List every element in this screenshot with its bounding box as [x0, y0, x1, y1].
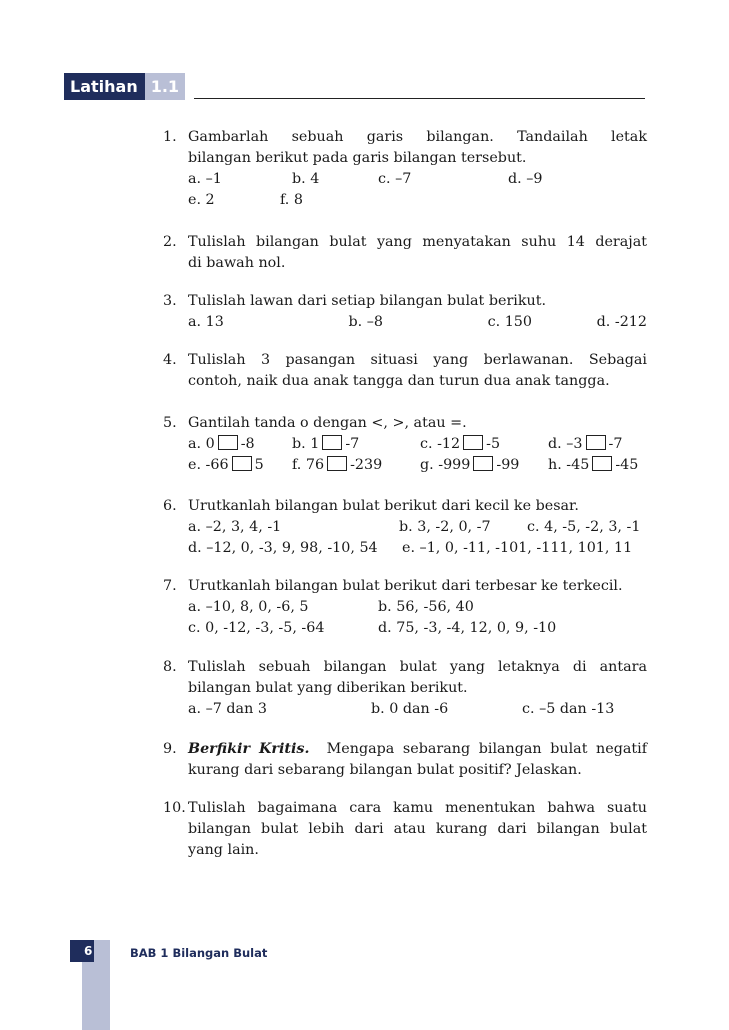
question-6	[163, 496, 647, 559]
question-text: kurang dari sebarang bilangan bulat positif? Jelaskan.	[188, 762, 582, 778]
options-row	[188, 618, 647, 639]
option: d. –9	[508, 171, 543, 187]
question-4	[163, 350, 647, 392]
right-value: -7	[608, 436, 623, 452]
options-row	[188, 169, 647, 190]
exercise-number: 1.1	[145, 73, 185, 100]
option: a. –10, 8, 0, -6, 5	[188, 599, 309, 615]
answer-box[interactable]	[327, 456, 347, 471]
question-2	[163, 232, 647, 274]
question-number: 4.	[163, 352, 177, 368]
answer-box[interactable]	[473, 456, 493, 471]
question-text: contoh, naik dua anak tangga dan turun dua anak tangga.	[188, 373, 610, 389]
question-text: Urutkanlah bilangan bulat berikut dari terbesar ke terkecil.	[188, 578, 623, 594]
question-number: 1.	[163, 129, 177, 145]
option: b. –8	[348, 314, 383, 330]
page-number: 6	[84, 944, 93, 958]
option: c. –5 dan -13	[522, 701, 615, 717]
question-text: Tulislah bagaimana cara kamu menentukan bahwa suatu	[188, 800, 647, 816]
answer-box[interactable]	[586, 435, 606, 450]
options-row	[188, 190, 647, 211]
option: b. 0 dan -6	[371, 701, 449, 717]
question-text: yang lain.	[188, 842, 259, 858]
answer-box[interactable]	[232, 456, 252, 471]
option: f. 8	[280, 192, 303, 208]
option: c. 0, -12, -3, -5, -64	[188, 620, 325, 636]
option: e. 2	[188, 192, 215, 208]
left-value: h. -45	[548, 457, 590, 473]
option: d. –12, 0, -3, 9, 98, -10, 54	[188, 540, 378, 556]
right-value: -7	[345, 436, 360, 452]
option: c. 150	[487, 314, 532, 330]
question-text: Tulislah bilangan bulat yang menyatakan suhu 14 derajat	[188, 234, 647, 250]
question-text: Tulislah sebuah bilangan bulat yang letaknya di antara	[188, 659, 647, 675]
left-value: c. -12	[420, 436, 461, 452]
answer-box[interactable]	[592, 456, 612, 471]
question-7	[163, 576, 647, 639]
header-rule	[194, 98, 645, 99]
left-value: e. -66	[188, 457, 229, 473]
right-value: 5	[254, 457, 264, 473]
exercise-label: Latihan	[64, 73, 145, 100]
option: a. 13	[188, 314, 224, 330]
option: b. 3, -2, 0, -7	[399, 519, 491, 535]
chapter-title: BAB 1 Bilangan Bulat	[130, 946, 268, 960]
options-row	[188, 538, 647, 559]
options-row	[188, 517, 647, 538]
options-row	[188, 699, 647, 720]
question-1	[163, 127, 647, 211]
question-number: 7.	[163, 578, 177, 594]
left-value: a. 0	[188, 436, 215, 452]
question-number: 8.	[163, 659, 177, 675]
option: c. 4, -5, -2, 3, -1	[527, 519, 641, 535]
option: a. –1	[188, 171, 222, 187]
question-number: 5.	[163, 415, 177, 431]
option: d. 75, -3, -4, 12, 0, 9, -10	[378, 620, 557, 636]
answer-box[interactable]	[463, 435, 483, 450]
left-value: g. -999	[420, 457, 471, 473]
answer-box[interactable]	[218, 435, 238, 450]
question-text: Gantilah tanda o dengan <, >, atau =.	[188, 415, 467, 431]
critical-thinking-label: Berfikir Kritis.	[188, 741, 310, 757]
question-10	[163, 798, 647, 861]
question-9	[163, 739, 647, 781]
option: a. –2, 3, 4, -1	[188, 519, 282, 535]
right-value: -5	[486, 436, 501, 452]
option: d. -212	[596, 314, 647, 330]
question-8	[163, 657, 647, 720]
question-text: Gambarlah sebuah garis bilangan. Tandailah letak	[188, 129, 647, 145]
right-value: -99	[496, 457, 520, 473]
comparison-row	[188, 455, 647, 476]
options-row	[188, 597, 647, 618]
right-value: -239	[350, 457, 383, 473]
question-text: bilangan berikut pada garis bilangan tersebut.	[188, 150, 527, 166]
answer-box[interactable]	[322, 435, 342, 450]
question-number: 3.	[163, 293, 177, 309]
question-5	[163, 413, 647, 476]
question-number: 6.	[163, 498, 177, 514]
question-text: di bawah nol.	[188, 255, 286, 271]
question-text: bilangan bulat lebih dari atau kurang dari bilangan bulat	[188, 821, 647, 837]
question-text: bilangan bulat yang diberikan berikut.	[188, 680, 468, 696]
question-3	[163, 291, 647, 333]
question-number: 2.	[163, 234, 177, 250]
question-number: 10.	[163, 800, 186, 816]
option: c. –7	[378, 171, 412, 187]
option: e. –1, 0, -11, -101, -111, 101, 11	[402, 540, 633, 556]
options-row	[188, 312, 647, 333]
exercise-header	[64, 73, 185, 100]
comparison-row	[188, 434, 647, 455]
question-text: Tulislah lawan dari setiap bilangan bulat berikut.	[188, 293, 547, 309]
question-text: Urutkanlah bilangan bulat berikut dari kecil ke besar.	[188, 498, 579, 514]
option: a. –7 dan 3	[188, 701, 267, 717]
question-text: Mengapa sebarang bilangan bulat negatif	[326, 741, 647, 757]
option: b. 56, -56, 40	[378, 599, 474, 615]
left-value: d. –3	[548, 436, 583, 452]
right-value: -45	[615, 457, 639, 473]
left-value: f. 76	[292, 457, 325, 473]
question-text: Tulislah 3 pasangan situasi yang berlawanan. Sebagai	[188, 352, 647, 368]
left-value: b. 1	[292, 436, 320, 452]
right-value: -8	[240, 436, 255, 452]
option: b. 4	[292, 171, 320, 187]
question-number: 9.	[163, 741, 177, 757]
